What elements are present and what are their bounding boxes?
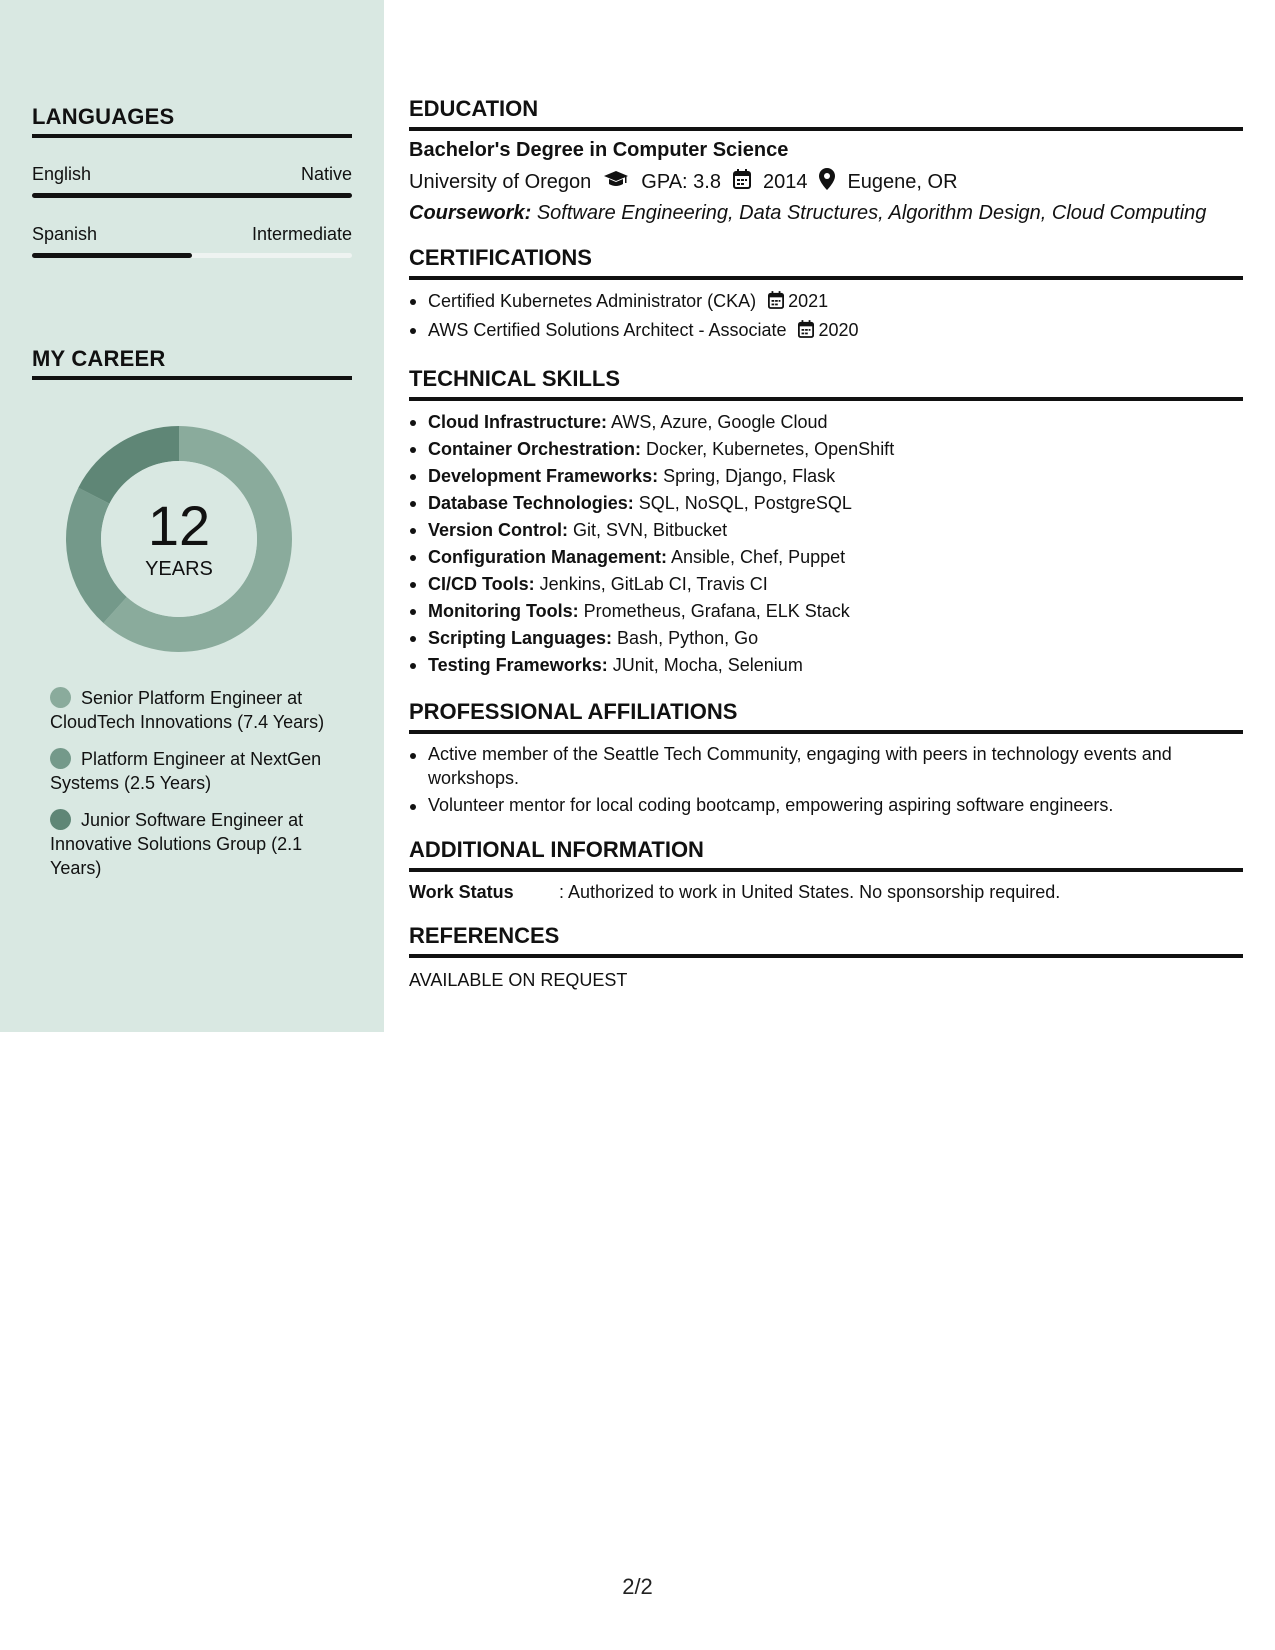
education-section xyxy=(409,96,1243,225)
work-status-row xyxy=(409,882,1243,903)
language-bar-fill xyxy=(32,193,352,198)
skill-label: Development Frameworks: xyxy=(428,466,659,486)
skill-item xyxy=(409,598,1243,625)
references-heading: REFERENCES xyxy=(409,923,1243,958)
skill-item xyxy=(409,463,1243,490)
skill-label: Configuration Management: xyxy=(428,547,667,567)
languages-heading: LANGUAGES xyxy=(32,104,352,138)
skill-item xyxy=(409,436,1243,463)
career-item-text: Senior Platform Engineer at CloudTech Innovations (7.4 Years) xyxy=(50,688,325,732)
main-content xyxy=(409,96,1243,1011)
skill-value: JUnit, Mocha, Selenium xyxy=(612,655,803,675)
language-level: Native xyxy=(300,164,352,184)
skill-item xyxy=(409,409,1243,436)
affiliations-heading: PROFESSIONAL AFFILIATIONS xyxy=(409,699,1243,734)
degree-title: Bachelor's Degree in Computer Science xyxy=(409,139,789,161)
languages-section xyxy=(32,104,352,258)
school-name: University of Oregon xyxy=(409,170,592,193)
graduation-year: 2014 xyxy=(762,170,808,193)
language-item-english xyxy=(32,164,352,198)
language-bar xyxy=(32,253,352,258)
skill-label: Cloud Infrastructure: xyxy=(428,412,608,432)
graduation-cap-icon xyxy=(603,170,629,194)
certification-name: Certified Kubernetes Administrator (CKA) xyxy=(428,291,757,311)
calendar-icon xyxy=(733,169,751,195)
skill-label: Monitoring Tools: xyxy=(428,601,579,621)
affiliations-list xyxy=(409,742,1243,817)
work-status-value: : Authorized to work in United States. No sponsorship required. xyxy=(559,882,1061,902)
certifications-list xyxy=(409,288,1243,346)
calendar-icon xyxy=(798,319,814,346)
education-meta xyxy=(409,168,1243,196)
location-pin-icon xyxy=(819,168,835,196)
work-status-label: Work Status xyxy=(409,882,514,902)
career-years-unit: YEARS xyxy=(145,557,213,580)
affiliation-item: Volunteer mentor for local coding bootcamp, empowering aspiring software engineers. xyxy=(409,793,1243,817)
skill-item xyxy=(409,490,1243,517)
skills-section xyxy=(409,366,1243,679)
legend-dot xyxy=(50,687,71,708)
certification-item xyxy=(409,317,1243,346)
additional-info-section xyxy=(409,837,1243,903)
career-section xyxy=(32,346,352,380)
legend-dot xyxy=(50,809,71,830)
certification-year: 2020 xyxy=(818,320,859,340)
education-heading: EDUCATION xyxy=(409,96,1243,131)
career-total-years: 12 xyxy=(147,493,211,557)
skill-value: Ansible, Chef, Puppet xyxy=(671,547,846,567)
legend-dot xyxy=(50,748,71,769)
skill-item xyxy=(409,625,1243,652)
certifications-heading: CERTIFICATIONS xyxy=(409,245,1243,280)
skill-label: Version Control: xyxy=(428,520,569,540)
coursework-list: Software Engineering, Data Structures, Algorithm Design, Cloud Computing xyxy=(536,202,1207,224)
skill-value: Spring, Django, Flask xyxy=(663,466,836,486)
language-bar xyxy=(32,193,352,198)
skill-value: Docker, Kubernetes, OpenShift xyxy=(646,439,895,459)
skill-value: AWS, Azure, Google Cloud xyxy=(611,412,828,432)
language-bar-fill xyxy=(32,253,192,258)
affiliation-item: Active member of the Seattle Tech Community, engaging with peers in technology events and workshops. xyxy=(409,742,1243,790)
coursework xyxy=(409,202,1243,225)
career-heading: MY CAREER xyxy=(32,346,352,380)
skill-item xyxy=(409,544,1243,571)
language-level: Intermediate xyxy=(251,224,352,244)
certification-year: 2021 xyxy=(788,291,829,311)
career-item xyxy=(50,808,330,880)
skill-value: Jenkins, GitLab CI, Travis CI xyxy=(539,574,768,594)
skill-value: Git, SVN, Bitbucket xyxy=(573,520,728,540)
language-name: English xyxy=(32,164,92,184)
coursework-label: Coursework: xyxy=(409,202,532,224)
skill-item xyxy=(409,571,1243,598)
skill-value: Bash, Python, Go xyxy=(617,628,759,648)
skill-value: SQL, NoSQL, PostgreSQL xyxy=(638,493,852,513)
education-location: Eugene, OR xyxy=(847,170,958,193)
skill-item xyxy=(409,652,1243,679)
references-section xyxy=(409,923,1243,991)
skill-value: Prometheus, Grafana, ELK Stack xyxy=(583,601,850,621)
references-text: AVAILABLE ON REQUEST xyxy=(409,970,628,990)
language-item-spanish xyxy=(32,224,352,258)
career-item-text: Platform Engineer at NextGen Systems (2.5 Years) xyxy=(50,749,322,793)
skill-label: Testing Frameworks: xyxy=(428,655,608,675)
skill-label: Scripting Languages: xyxy=(428,628,613,648)
certification-item xyxy=(409,288,1243,317)
career-list xyxy=(50,686,330,893)
language-name: Spanish xyxy=(32,224,98,244)
additional-info-heading: ADDITIONAL INFORMATION xyxy=(409,837,1243,872)
certifications-section xyxy=(409,245,1243,346)
skill-label: Container Orchestration: xyxy=(428,439,642,459)
skill-label: CI/CD Tools: xyxy=(428,574,535,594)
page-number: 2/2 xyxy=(622,1574,653,1599)
career-item xyxy=(50,686,330,734)
career-item-text: Junior Software Engineer at Innovative Solutions Group (2.1 Years) xyxy=(50,810,304,878)
sidebar xyxy=(0,0,384,1032)
skills-list xyxy=(409,409,1243,679)
gpa: GPA: 3.8 xyxy=(641,170,721,193)
certification-name: AWS Certified Solutions Architect - Associate xyxy=(428,320,787,340)
career-item xyxy=(50,747,330,795)
career-donut-chart xyxy=(64,424,294,654)
affiliations-section xyxy=(409,699,1243,817)
skill-label: Database Technologies: xyxy=(428,493,634,513)
skills-heading: TECHNICAL SKILLS xyxy=(409,366,1243,401)
calendar-icon xyxy=(768,290,784,317)
skill-item xyxy=(409,517,1243,544)
